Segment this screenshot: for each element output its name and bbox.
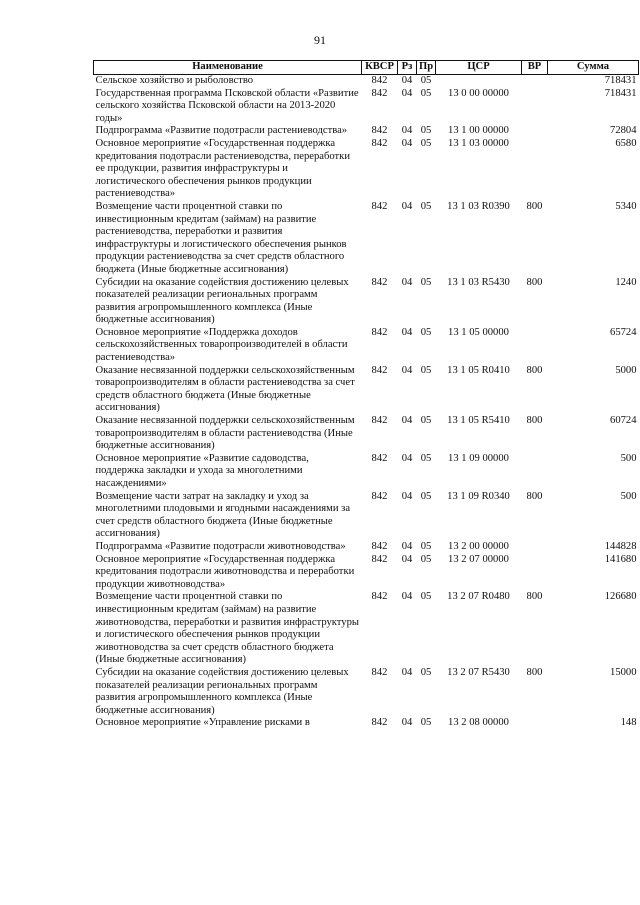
row-kvsr-cell: 842 xyxy=(371,666,388,678)
row-pr-cell: 05 xyxy=(420,415,432,427)
row-vr-cell: 800 xyxy=(526,591,543,603)
row-kvsr-cell: 842 xyxy=(371,326,388,338)
row-sum-cell: 500 xyxy=(620,490,637,502)
row-vr-cell: 800 xyxy=(526,364,543,376)
row-name-cell: Основное мероприятие «Развитие садоводства, поддержка закладки и ухода за многолетними насаждениями» xyxy=(95,452,309,489)
row-sum-cell: 5340 xyxy=(615,200,637,212)
row-name-cell: Оказание несвязанной поддержки сельскохозяйственным товаропроизводителям в области растениеводства за счет средств областного бюджета (Иные бюджетные ассигнования) xyxy=(95,364,355,414)
row-rz-cell: 04 xyxy=(401,452,413,464)
table-row xyxy=(94,453,639,491)
row-kvsr-cell: 842 xyxy=(371,540,388,552)
row-pr-cell: 05 xyxy=(420,591,432,603)
row-sum-cell: 718431 xyxy=(604,87,637,99)
header-rz: Рз xyxy=(398,61,417,75)
table-row xyxy=(94,554,639,592)
row-kvsr-cell: 842 xyxy=(371,200,388,212)
table-row xyxy=(94,201,639,277)
row-kvsr-cell: 842 xyxy=(371,125,388,137)
row-name-cell: Основное мероприятие «Поддержка доходов сельскохозяйственных товаропроизводителей в области растениеводства» xyxy=(95,326,348,364)
row-vr-cell xyxy=(522,541,548,554)
row-vr-cell: 800 xyxy=(526,415,543,427)
row-vr-cell xyxy=(522,125,548,138)
table-row xyxy=(94,591,639,667)
row-csr-cell: 13 1 05 R0410 xyxy=(447,364,510,376)
row-rz-cell: 04 xyxy=(401,137,413,149)
row-csr-cell: 13 1 05 00000 xyxy=(448,326,509,338)
header-sum: Сумма xyxy=(548,61,639,75)
row-sum-cell: 148 xyxy=(620,717,637,729)
row-pr-cell: 05 xyxy=(420,326,432,338)
row-rz-cell: 04 xyxy=(401,553,413,565)
page-number: 91 xyxy=(314,33,326,47)
header-kvsr: КВСР xyxy=(362,61,398,75)
table-row xyxy=(94,541,639,554)
row-rz-cell: 04 xyxy=(401,415,413,427)
row-csr-cell: 13 2 07 R0480 xyxy=(447,591,510,603)
row-sum-cell: 6580 xyxy=(615,137,637,149)
row-sum-cell: 144828 xyxy=(604,540,637,552)
table-row xyxy=(94,667,639,717)
row-rz-cell: 04 xyxy=(401,717,413,729)
row-kvsr-cell: 842 xyxy=(371,276,388,288)
table-row xyxy=(94,365,639,415)
budget-table xyxy=(93,60,639,730)
row-csr-cell: 13 2 08 00000 xyxy=(448,717,509,729)
row-pr-cell: 05 xyxy=(420,540,432,552)
table-row xyxy=(94,88,639,126)
row-rz-cell: 04 xyxy=(401,364,413,376)
row-kvsr-cell: 842 xyxy=(371,87,388,99)
row-sum-cell: 500 xyxy=(620,452,637,464)
row-vr-cell: 800 xyxy=(526,666,543,678)
row-vr-cell: 800 xyxy=(526,200,543,212)
table-row xyxy=(94,75,639,88)
row-name-cell: Основное мероприятие «Государственная поддержка кредитования подотрасли животноводства и переработки продукции животноводства» xyxy=(95,553,355,590)
row-pr-cell: 05 xyxy=(420,200,432,212)
row-vr-cell xyxy=(522,88,548,126)
row-pr-cell: 05 xyxy=(420,276,432,288)
header-csr: ЦСР xyxy=(436,61,522,75)
row-rz-cell: 04 xyxy=(401,591,413,603)
row-sum-cell: 718431 xyxy=(604,75,637,86)
row-pr-cell: 05 xyxy=(420,452,432,464)
row-kvsr-cell: 842 xyxy=(371,415,388,427)
row-vr-cell xyxy=(522,453,548,491)
row-csr-cell: 13 2 00 00000 xyxy=(448,540,509,552)
row-name-cell: Сельское хозяйство и рыболовство xyxy=(95,75,254,86)
row-vr-cell: 800 xyxy=(526,490,543,502)
header-pr: Пр xyxy=(417,61,436,75)
row-csr-cell: 13 2 07 R5430 xyxy=(447,666,510,678)
row-csr-cell: 13 1 03 R0390 xyxy=(447,200,510,212)
row-name-cell: Подпрограмма «Развитие подотрасли животноводства» xyxy=(95,540,346,552)
header-vr: ВР xyxy=(522,61,548,75)
row-kvsr-cell: 842 xyxy=(371,364,388,376)
row-sum-cell: 141680 xyxy=(604,553,637,565)
row-sum-cell: 60724 xyxy=(610,415,637,427)
table-row xyxy=(94,717,639,730)
row-rz-cell: 04 xyxy=(401,540,413,552)
row-sum-cell: 5000 xyxy=(615,364,637,376)
row-vr-cell: 800 xyxy=(526,276,543,288)
row-vr-cell xyxy=(522,75,548,88)
row-sum-cell: 126680 xyxy=(604,591,637,603)
table-row xyxy=(94,491,639,541)
row-csr-cell xyxy=(436,75,522,88)
row-pr-cell: 05 xyxy=(420,666,432,678)
row-pr-cell: 05 xyxy=(420,364,432,376)
row-rz-cell: 04 xyxy=(401,490,413,502)
row-sum-cell: 15000 xyxy=(610,666,637,678)
table-row xyxy=(94,327,639,365)
row-csr-cell: 13 1 03 R5430 xyxy=(447,276,510,288)
table-row xyxy=(94,415,639,453)
row-rz-cell: 04 xyxy=(401,125,413,137)
row-csr-cell: 13 0 00 00000 xyxy=(448,87,509,99)
row-name-cell: Государственная программа Псковской области «Развитие сельского хозяйства Псковской области на 2013-2020 годы» xyxy=(95,87,359,124)
row-sum-cell: 65724 xyxy=(610,326,637,338)
row-vr-cell xyxy=(522,138,548,201)
row-pr-cell: 05 xyxy=(420,87,432,99)
table-header-row xyxy=(94,61,639,75)
row-name-cell: Основное мероприятие «Государственная поддержка кредитования подотрасли растениеводства, переработки ее продукции, развития инфраструктуры и логистического обеспечения рынков продукции растениеводства» xyxy=(95,137,350,200)
row-csr-cell: 13 1 09 R0340 xyxy=(447,490,510,502)
header-name: Наименование xyxy=(94,61,362,75)
table-row xyxy=(94,277,639,327)
row-csr-cell: 13 1 05 R5410 xyxy=(447,415,510,427)
row-pr-cell: 05 xyxy=(420,137,432,149)
row-rz-cell: 04 xyxy=(401,326,413,338)
row-kvsr-cell: 842 xyxy=(371,717,388,729)
row-rz-cell: 04 xyxy=(401,666,413,678)
row-kvsr-cell: 842 xyxy=(371,75,388,86)
row-name-cell: Субсидии на оказание содействия достижению целевых показателей реализации региональных программ развития агропромышленного комплекса (Иные бюджетные ассигнования) xyxy=(95,276,349,326)
row-rz-cell: 04 xyxy=(401,87,413,99)
row-pr-cell: 05 xyxy=(420,490,432,502)
row-kvsr-cell: 842 xyxy=(371,553,388,565)
row-rz-cell: 04 xyxy=(401,75,413,86)
row-kvsr-cell: 842 xyxy=(371,490,388,502)
row-csr-cell: 13 2 07 00000 xyxy=(448,553,509,565)
row-rz-cell: 04 xyxy=(401,276,413,288)
row-pr-cell: 05 xyxy=(420,75,432,86)
row-sum-cell: 72804 xyxy=(610,125,637,137)
table-row xyxy=(94,138,639,201)
row-kvsr-cell: 842 xyxy=(371,591,388,603)
row-name-cell: Возмещение части затрат на закладку и уход за многолетними плодовыми и ягодными насаждениями за счет средств областного бюджета (Иные бюджетные ассигнования) xyxy=(95,490,351,540)
row-pr-cell: 05 xyxy=(420,717,432,729)
row-pr-cell: 05 xyxy=(420,125,432,137)
row-name-cell: Субсидии на оказание содействия достижению целевых показателей реализации региональных программ развития агропромышленного комплекса (Иные бюджетные ассигнования) xyxy=(95,666,349,716)
row-kvsr-cell: 842 xyxy=(371,137,388,149)
row-sum-cell: 1240 xyxy=(615,276,637,288)
row-rz-cell: 04 xyxy=(401,200,413,212)
row-name-cell: Возмещение части процентной ставки по инвестиционным кредитам (займам) на развитие растениеводства, переработки и развития инфраструктуры и логистического обеспечения рынков продукции растениеводства за счет средств областного бюджета (Иные бюджетные ассигнования) xyxy=(95,200,347,275)
row-pr-cell: 05 xyxy=(420,553,432,565)
table-row xyxy=(94,125,639,138)
row-csr-cell: 13 1 03 00000 xyxy=(448,137,509,149)
row-csr-cell: 13 1 09 00000 xyxy=(448,452,509,464)
row-vr-cell xyxy=(522,554,548,592)
row-name-cell: Подпрограмма «Развитие подотрасли растениеводства» xyxy=(95,125,348,137)
row-vr-cell xyxy=(522,717,548,730)
row-name-cell: Возмещение части процентной ставки по инвестиционным кредитам (займам) на развитие животноводства, переработки и развития инфраструктуры и логистического обеспечения рынков продукции животноводства за счет средств областного бюджета (Иные бюджетные ассигнования) xyxy=(95,591,360,666)
row-csr-cell: 13 1 00 00000 xyxy=(448,125,509,137)
row-name-cell: Основное мероприятие «Управление рисками в xyxy=(95,717,310,729)
row-kvsr-cell: 842 xyxy=(371,452,388,464)
row-name-cell: Оказание несвязанной поддержки сельскохозяйственным товаропроизводителям в области растениеводства (Иные бюджетные ассигнования) xyxy=(95,415,355,452)
row-vr-cell xyxy=(522,327,548,365)
